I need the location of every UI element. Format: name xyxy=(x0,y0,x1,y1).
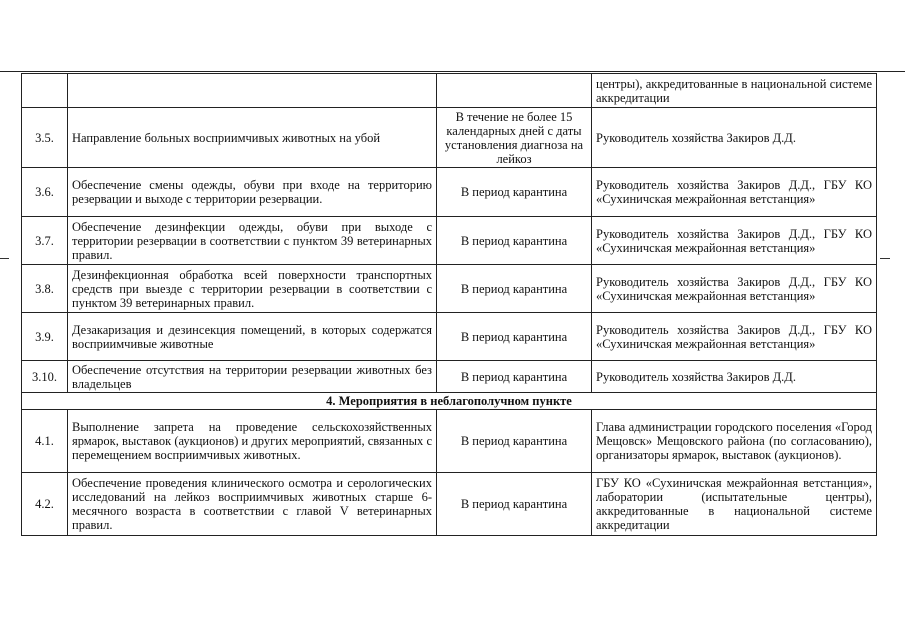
scan-mark-left xyxy=(0,258,9,259)
row-number: 3.10. xyxy=(22,361,68,393)
row-number: 3.6. xyxy=(22,168,68,217)
table-row xyxy=(22,108,877,168)
table-row xyxy=(22,313,877,361)
responsible-text: Руководитель хозяйства Закиров Д.Д. xyxy=(592,361,877,393)
term-text: В период карантина xyxy=(437,217,592,265)
term-text: В период карантина xyxy=(437,313,592,361)
task-text: Выполнение запрета на проведение сельскохозяйственных ярмарок, выставок (аукционов) и других мероприятий, связанных с перемещением восприимчивых животных. xyxy=(68,410,437,473)
row-number: 3.5. xyxy=(22,108,68,168)
task-cell xyxy=(68,74,437,108)
scan-mark-right xyxy=(880,258,890,259)
responsible-text: Руководитель хозяйства Закиров Д.Д. xyxy=(592,108,877,168)
table-row xyxy=(22,361,877,393)
term-text: В период карантина xyxy=(437,410,592,473)
responsible-text: Глава администрации городского поселения «Город Мещовск» Мещовского района (по согласованию), организаторы ярмарок, выставок (аукционов). xyxy=(592,410,877,473)
table-row xyxy=(22,410,877,473)
row-number-cell xyxy=(22,74,68,108)
responsible-text: ГБУ КО «Сухиничская межрайонная ветстанция», лаборатории (испытательные центры), аккредитованные в национальной системе аккредитации xyxy=(592,473,877,536)
table-row-continued xyxy=(22,74,877,108)
term-cell xyxy=(437,74,592,108)
table-row xyxy=(22,217,877,265)
term-text: В период карантина xyxy=(437,265,592,313)
term-text: В период карантина xyxy=(437,361,592,393)
section-title: 4. Мероприятия в неблагополучном пункте xyxy=(22,393,877,410)
responsible-text: Руководитель хозяйства Закиров Д.Д., ГБУ КО «Сухиничская межрайонная ветстанция» xyxy=(592,217,877,265)
task-text: Обеспечение проведения клинического осмотра и серологических исследований на лейкоз восприимчивых животных старше 6-месячного возраста в соответствии с главой V ветеринарных правил. xyxy=(68,473,437,536)
responsible-text: Руководитель хозяйства Закиров Д.Д., ГБУ КО «Сухиничская межрайонная ветстанция» xyxy=(592,313,877,361)
responsible-text: Руководитель хозяйства Закиров Д.Д., ГБУ КО «Сухиничская межрайонная ветстанция» xyxy=(592,168,877,217)
row-number: 3.9. xyxy=(22,313,68,361)
task-text: Направление больных восприимчивых животных на убой xyxy=(68,108,437,168)
table-row xyxy=(22,265,877,313)
task-text: Обеспечение отсутствия на территории резервации животных без владельцев xyxy=(68,361,437,393)
term-text: В период карантина xyxy=(437,168,592,217)
term-text: В период карантина xyxy=(437,473,592,536)
responsible-text: Руководитель хозяйства Закиров Д.Д., ГБУ КО «Сухиничская межрайонная ветстанция» xyxy=(592,265,877,313)
task-text: Обеспечение дезинфекции одежды, обуви при выходе с территории резервации в соответствии с пунктом 39 ветеринарных правил. xyxy=(68,217,437,265)
task-text: Дезинфекционная обработка всей поверхности транспортных средств при выезде с территории резервации в соответствии с пунктом 39 ветеринарных правил. xyxy=(68,265,437,313)
responsible-cell: центры), аккредитованные в национальной системе аккредитации xyxy=(592,74,877,108)
row-number: 3.8. xyxy=(22,265,68,313)
term-text: В течение не более 15 календарных дней с даты установления диагноза на лейкоз xyxy=(437,108,592,168)
task-text: Дезакаризация и дезинсекция помещений, в которых содержатся восприимчивые животные xyxy=(68,313,437,361)
table-row xyxy=(22,168,877,217)
quarantine-measures-table xyxy=(21,73,877,536)
row-number: 4.1. xyxy=(22,410,68,473)
section-header-row xyxy=(22,393,877,410)
row-number: 4.2. xyxy=(22,473,68,536)
page-break-line xyxy=(0,71,905,72)
row-number: 3.7. xyxy=(22,217,68,265)
table-row xyxy=(22,473,877,536)
task-text: Обеспечение смены одежды, обуви при входе на территорию резервации и выходе с территории резервации. xyxy=(68,168,437,217)
